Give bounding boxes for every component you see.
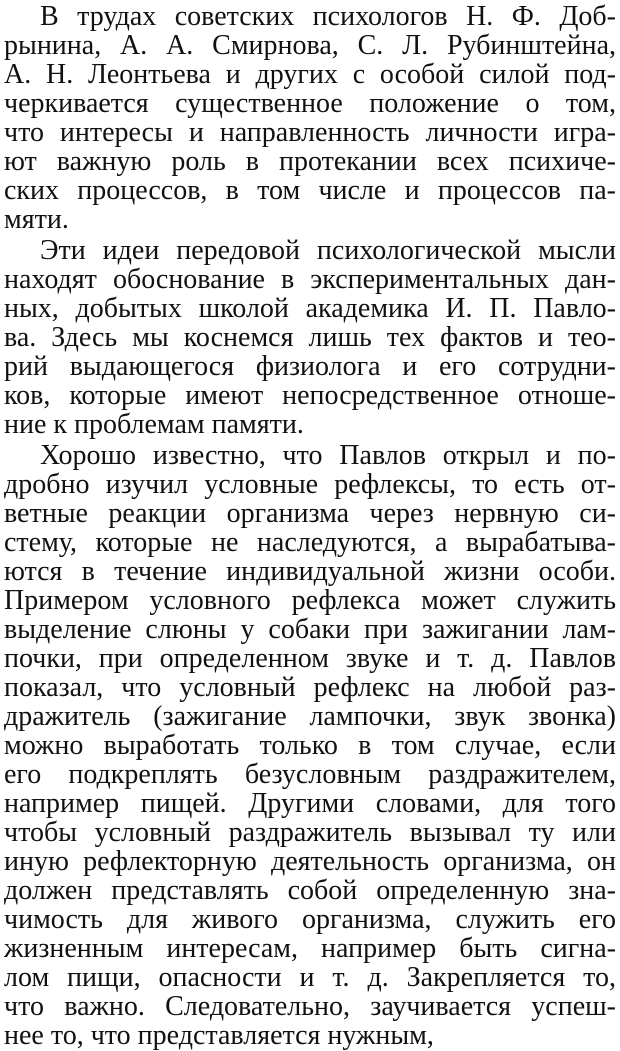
text-line: рий выдающегося физиолога и его сотрудни- [4,351,616,382]
text-line: Хорошо известно, что Павлов открыл и по- [40,440,616,471]
text-line: ских процессов, в том числе и процессов па- [4,175,616,206]
text-line: мяти. [4,204,69,235]
paragraph-1 [4,2,616,234]
text-line: дражитель (зажигание лампочки, звук звонка) [4,701,616,732]
text-line: нее то, что представляется нужным, [4,1020,434,1051]
text-line: находят обоснование в экспериментальных дан- [4,264,616,295]
text-line: дробно изучил условные рефлексы, то есть от- [4,469,616,500]
text-line: стему, которые не наследуются, а вырабатыва- [4,527,616,558]
text-line: что интересы и направленность личности игра- [4,117,616,148]
text-line: должен представлять собой определенную зна- [4,875,616,906]
paragraph-3 [4,441,616,1050]
text-line: В трудах советских психологов Н. Ф. Доб- [40,1,616,32]
text-line: иную рефлекторную деятельность организма, он [4,846,616,877]
text-line: выделение слюны у собаки при зажигании лам- [4,614,616,645]
text-line: ных, добытых школой академика И. П. Павло- [4,293,616,324]
text-line: почки, при определенном звуке и т. д. Павлов [4,643,616,674]
text-line: А. Н. Леонтьева и других с особой силой под- [4,59,616,90]
text-line: жизненным интересам, например быть сигна- [4,933,616,964]
document-page [4,2,616,1050]
text-line: рынина, А. А. Смирнова, С. Л. Рубинштейна, [4,30,616,61]
text-line: показал, что условный рефлекс на любой раз- [4,672,616,703]
text-line: ва. Здесь мы коснемся лишь тех фактов и тео- [4,322,616,353]
text-line: лом пищи, опасности и т. д. Закрепляется то, [4,962,616,993]
text-line: ются в течение индивидуальной жизни особи. [4,556,616,587]
paragraph-2 [4,236,616,439]
text-line: Примером условного рефлекса может служить [4,585,616,616]
text-line: что важно. Следовательно, заучивается успеш- [4,991,616,1022]
text-line: можно выработать только в том случае, если [4,730,616,761]
text-line: ют важную роль в протекании всех психиче- [4,146,616,177]
text-line: чимость для живого организма, служить его [4,904,616,935]
text-line: чтобы условный раздражитель вызывал ту или [4,817,616,848]
text-line: Эти идеи передовой психологической мысли [40,235,616,266]
text-line: ние к проблемам памяти. [4,409,304,440]
text-line: его подкреплять безусловным раздражителем, [4,759,616,790]
text-line: ветные реакции организма через нервную си- [4,498,616,529]
text-line: черкивается существенное положение о том, [4,88,616,119]
text-line: например пищей. Другими словами, для того [4,788,616,819]
text-line: ков, которые имеют непосредственное отноше- [4,380,616,411]
